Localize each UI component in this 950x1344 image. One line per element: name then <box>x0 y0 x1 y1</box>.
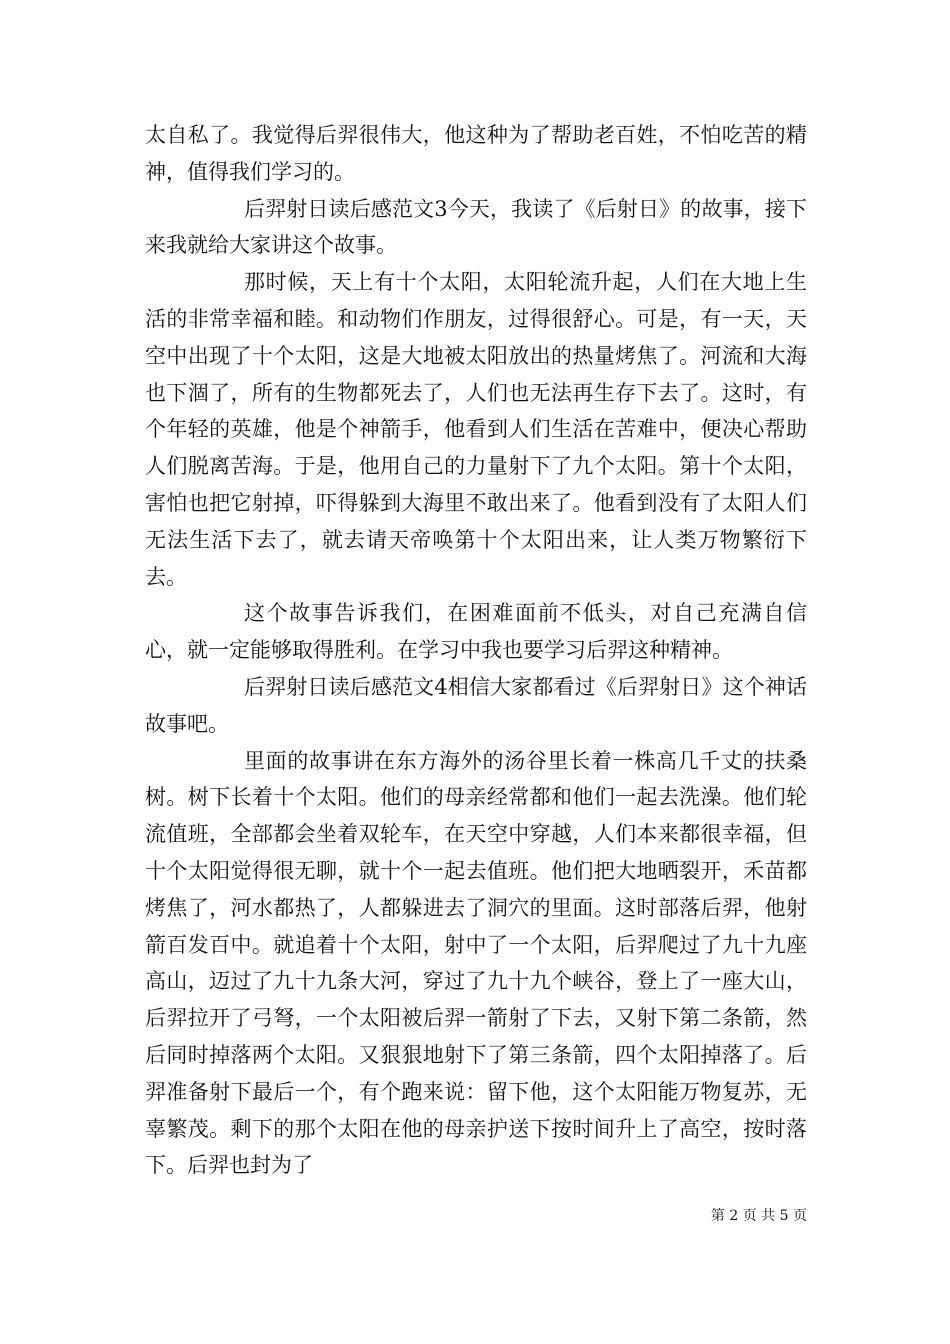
paragraph-6: 里面的故事讲在东方海外的汤谷里长着一株高几千丈的扶桑树。树下长着十个太阳。他们的母亲经常都和他们一起去洗澡。他们轮流值班，全部都会坐着双轮车，在天空中穿越，人们本来都很幸福，但十个太阳觉得很无聊，就十个一起去值班。他们把大地晒裂开，禾苗都烤焦了，河水都热了，人都躲进去了洞穴的里面。这时部落后羿，他射箭百发百中。就追着十个太阳，射中了一个太阳，后羿爬过了九十九座高山，迈过了九十九条大河，穿过了九十九个峡谷，登上了一座大山，后羿拉开了弓弩，一个太阳被后羿一箭射了下去，又射下第二条箭，然后同时掉落两个太阳。又狠狠地射下了第三条箭，四个太阳掉落了。后羿准备射下最后一个，有个跑来说：留下他，这个太阳能万物复苏，无辜繁茂。剩下的那个太阳在他的母亲护送下按时间升上了高空，按时落下。后羿也封为了 <box>145 748 807 1178</box>
paragraph-3: 那时候，天上有十个太阳，太阳轮流升起，人们在大地上生活的非常幸福和睦。和动物们作朋友，过得很舒心。可是，有一天，天空中出现了十个太阳，这是大地被太阳放出的热量烤焦了。河流和大海也下涸了，所有的生物都死去了，人们也无法再生存下去了。这时，有个年轻的英雄，他是个神箭手，他看到人们生活在苦难中，便决心帮助人们脱离苦海。于是，他用自己的力量射下了九个太阳。第十个太阳，害怕也把它射掉，吓得躲到大海里不敢出来了。他看到没有了太阳人们无法生活下去了，就去请天帝唤第十个太阳出来，让人类万物繁衍下去。 <box>145 270 807 589</box>
paragraph-4: 这个故事告诉我们，在困难面前不低头，对自己充满自信心，就一定能够取得胜利。在学习中我也要学习后羿这种精神。 <box>145 601 807 663</box>
paragraph-5: 后羿射日读后感范文4相信大家都看过《后羿射日》这个神话故事吧。 <box>145 674 807 736</box>
page-number-footer: 第 2 页 共 5 页 <box>710 1208 807 1224</box>
paragraph-1: 太自私了。我觉得后羿很伟大，他这种为了帮助老百姓，不怕吃苦的精神，值得我们学习的。 <box>145 123 807 184</box>
document-body <box>145 117 807 1184</box>
paragraph-2: 后羿射日读后感范文3今天，我读了《后射日》的故事，接下来我就给大家讲这个故事。 <box>145 196 807 258</box>
